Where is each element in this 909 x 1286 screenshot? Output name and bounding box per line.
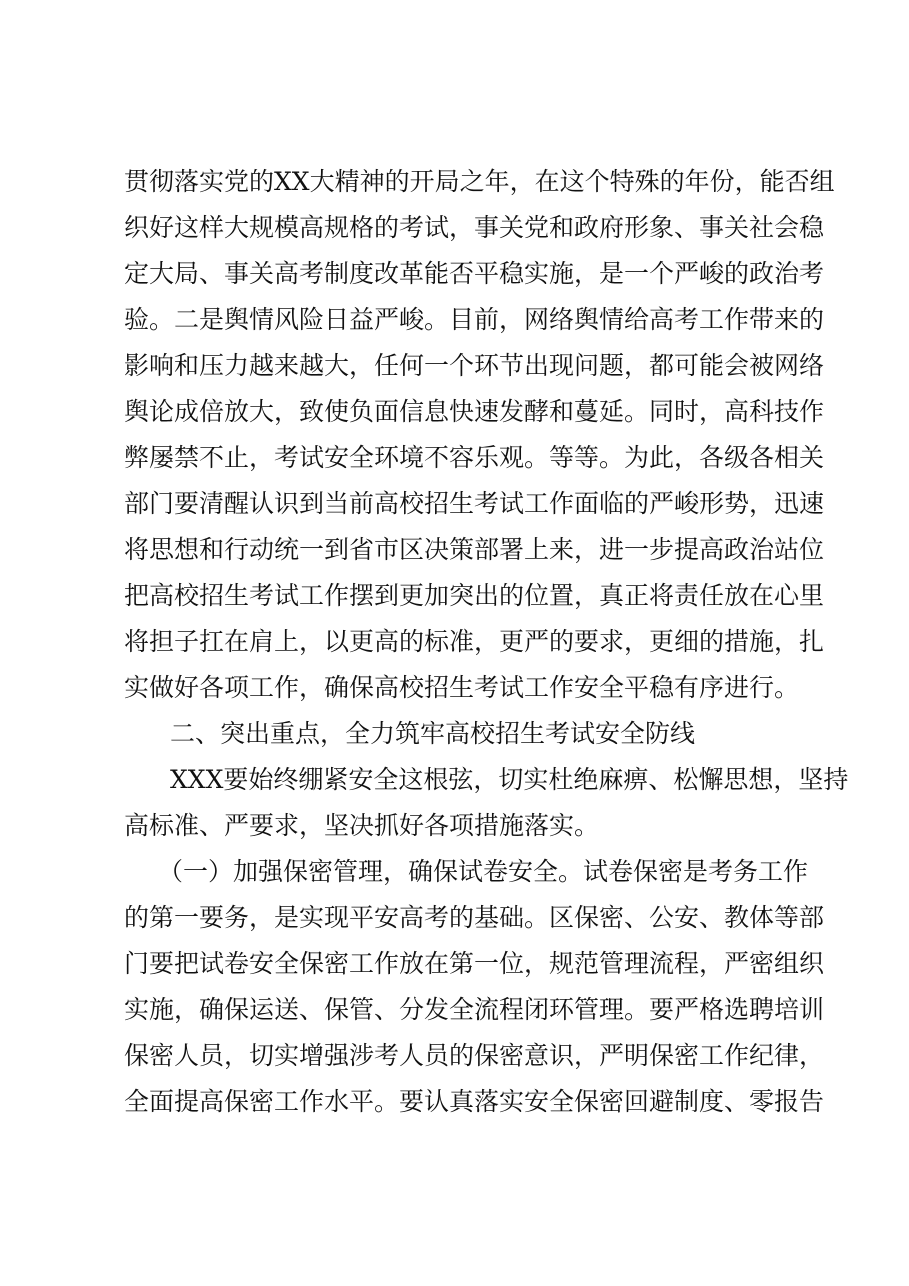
body-text-line: 贯彻落实党的XX大精神的开局之年，在这个特殊的年份，能否组 [124, 167, 835, 196]
body-text-line: 验。二是舆情风险日益严峻。目前，网络舆情给高考工作带来的 [124, 305, 825, 334]
body-text-line: 实施，确保运送、保管、分发全流程闭环管理。要严格选聘培训 [124, 995, 825, 1024]
body-text-line: 把高校招生考试工作摆到更加突出的位置，真正将责任放在心里 [124, 581, 825, 610]
body-text-line: 部门要清醒认识到当前高校招生考试工作面临的严峻形势，迅速 [124, 489, 825, 518]
body-text-line: 的第一要务，是实现平安高考的基础。区保密、公安、教体等部 [124, 903, 825, 932]
body-text-line: 保密人员，切实增强涉考人员的保密意识，严明保密工作纪律， [124, 1041, 825, 1070]
body-text-line: XXX要始终绷紧安全这根弦，切实杜绝麻痹、松懈思想，坚持 [170, 765, 849, 794]
body-text-line: 舆论成倍放大，致使负面信息快速发酵和蔓延。同时，高科技作 [124, 397, 825, 426]
body-text-line: 全面提高保密工作水平。要认真落实安全保密回避制度、零报告 [124, 1087, 825, 1116]
body-text-line: 影响和压力越来越大，任何一个环节出现问题，都可能会被网络 [124, 351, 825, 380]
body-text-line: 将担子扛在肩上，以更高的标准，更严的要求，更细的措施，扎 [124, 627, 825, 656]
body-text-line: 将思想和行动统一到省市区决策部署上来，进一步提高政治站位 [124, 535, 825, 564]
section-heading: 二、突出重点，全力筑牢高校招生考试安全防线 [170, 719, 696, 748]
body-text-line: 门要把试卷安全保密工作放在第一位，规范管理流程，严密组织 [124, 949, 825, 978]
body-text-line: 弊屡禁不止，考试安全环境不容乐观。等等。为此，各级各相关 [124, 443, 825, 472]
body-text-line: 织好这样大规模高规格的考试，事关党和政府形象、事关社会稳 [124, 213, 825, 242]
body-text-line: 高标准、严要求，坚决抓好各项措施落实。 [124, 811, 600, 840]
body-text-line: 定大局、事关高考制度改革能否平稳实施，是一个严峻的政治考 [124, 259, 825, 288]
body-text-line: 实做好各项工作，确保高校招生考试工作安全平稳有序进行。 [124, 673, 800, 702]
subsection-heading: （一）加强保密管理，确保试卷安全。试卷保密是考务工作 [158, 857, 809, 886]
